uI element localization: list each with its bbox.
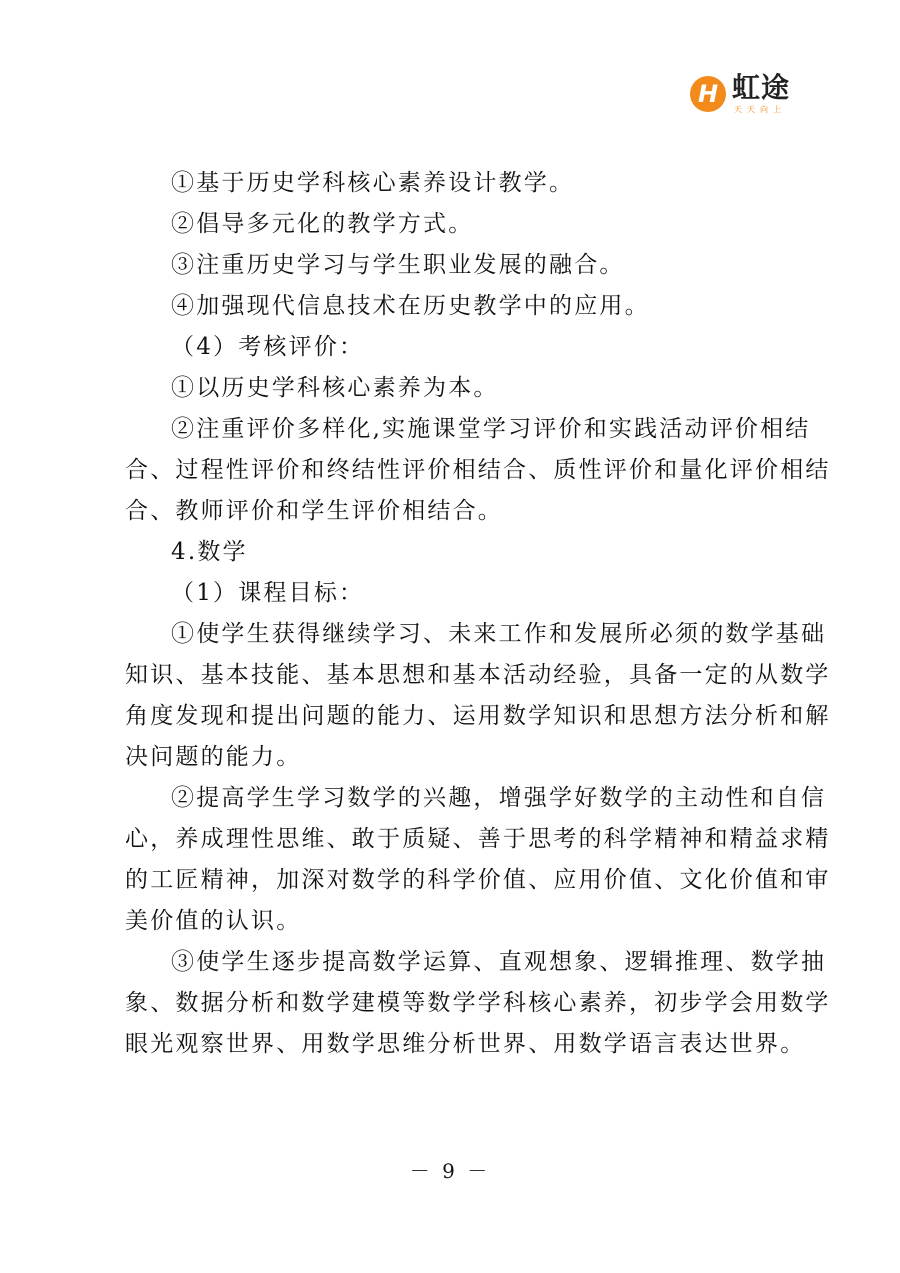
paragraph-line: 决问题的能力。	[125, 744, 302, 770]
paragraph-line: 美价值的认识。	[125, 908, 302, 934]
paragraph-line: 眼光观察世界、用数学思维分析世界、用数学语言表达世界。	[125, 1031, 806, 1057]
paragraph-line: ④加强现代信息技术在历史教学中的应用。	[171, 293, 650, 319]
paragraph-line: ③注重历史学习与学生职业发展的融合。	[171, 252, 625, 278]
paragraph-line: 象、数据分析和数学建模等数学学科核心素养，初步学会用数学	[125, 990, 831, 1016]
section-heading: 4.数学	[171, 539, 248, 565]
paragraph-line: 合、过程性评价和终结性评价相结合、质性评价和量化评价相结	[125, 457, 831, 483]
paragraph-line: 的工匠精神，加深对数学的科学价值、应用价值、文化价值和审	[125, 867, 831, 893]
logo-name: 虹途	[732, 71, 791, 104]
brand-logo	[690, 72, 820, 120]
paragraph-line: 心，养成理性思维、敢于质疑、善于思考的科学精神和精益求精	[125, 826, 831, 852]
logo-slogan: 天天向上	[734, 105, 786, 114]
paragraph-line: ②提高学生学习数学的兴趣，增强学好数学的主动性和自信	[171, 785, 827, 811]
paragraph-line: ①基于历史学科核心素养设计教学。	[171, 170, 575, 196]
paragraph-line: ①以历史学科核心素养为本。	[171, 375, 499, 401]
section-heading: （1）课程目标：	[171, 580, 365, 606]
logo-badge-icon: H	[690, 76, 726, 112]
paragraph-line: ①使学生获得继续学习、未来工作和发展所必须的数学基础	[171, 621, 827, 647]
paragraph-line: ②注重评价多样化,实施课堂学习评价和实践活动评价相结	[171, 416, 811, 442]
paragraph-line: ③使学生逐步提高数学运算、直观想象、逻辑推理、数学抽	[171, 949, 827, 975]
section-heading: （4）考核评价：	[171, 334, 365, 360]
paragraph-line: 角度发现和提出问题的能力、运用数学知识和思想方法分析和解	[125, 703, 831, 729]
document-body	[125, 166, 831, 1068]
paragraph-line: 合、教师评价和学生评价相结合。	[125, 498, 503, 524]
page-number: － 9 －	[409, 1159, 491, 1183]
paragraph-line: 知识、基本技能、基本思想和基本活动经验，具备一定的从数学	[125, 662, 831, 688]
paragraph-line: ②倡导多元化的教学方式。	[171, 211, 474, 237]
